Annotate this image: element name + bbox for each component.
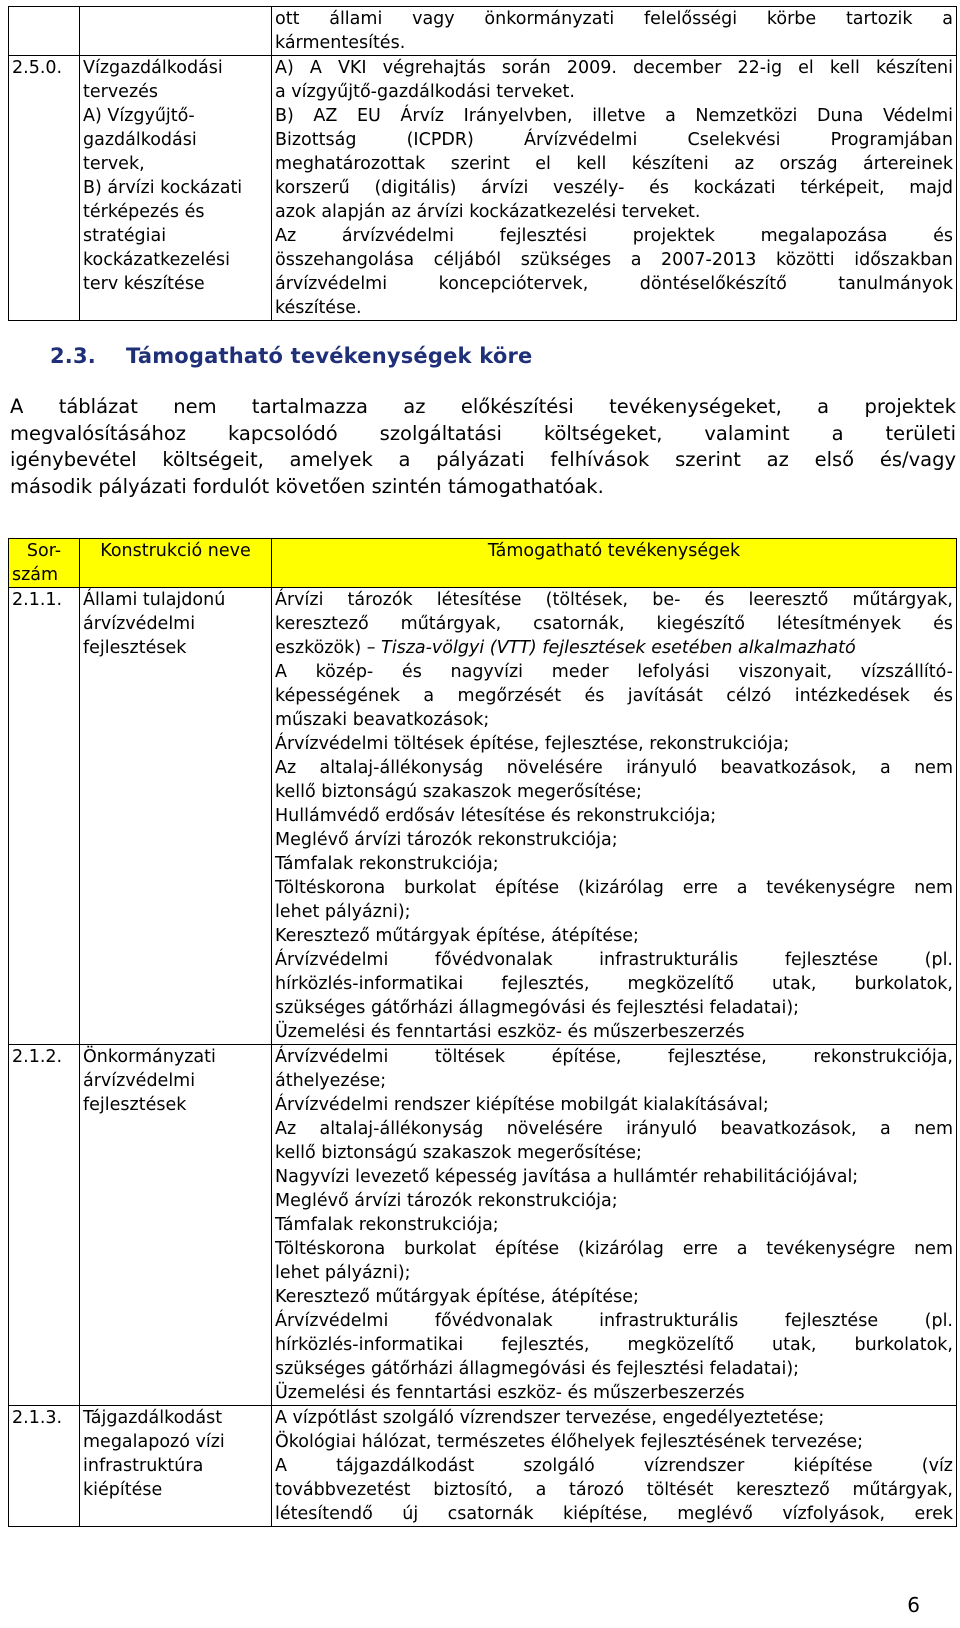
row-number: 2.1.3. [9,1406,80,1527]
text-line: A közép- és nagyvízi meder lefolyási viszonyait, vízszállító- [275,662,953,682]
name-line: árvízvédelmi [83,614,196,634]
text-line: Ökológiai hálózat, természetes élőhelyek fejlesztésének tervezése; [275,1432,864,1452]
text-line: Támfalak rekonstrukciója; [275,1215,499,1235]
name-line: megalapozó vízi [83,1432,225,1452]
construction-name [80,1406,272,1527]
text-line: Keresztező műtárgyak építése, átépítése; [275,1287,639,1307]
section-number: 2.3. [50,344,96,368]
paragraph-line: A táblázat nem tartalmazza az előkészítési tevékenységeket, a projektek [10,395,956,418]
text-line: Töltéskorona burkolat építése (kizárólag erre a tevékenységre nem [275,1239,953,1259]
paragraph-line: második pályázati fordulót követően szintén támogathatóak. [10,474,604,498]
text-line: Meglévő árvízi tározók rekonstrukciója; [275,830,618,850]
text-line: Az árvízvédelmi fejlesztési projektek megalapozása és [275,226,953,246]
activities-cell [272,7,957,56]
text-line: továbbvezetést biztosító, a tározó töltését keresztező műtárgyak, [275,1480,953,1500]
table-header-row [9,539,957,588]
header-line: Sor- [26,541,62,561]
table-row [9,7,957,56]
name-line: tervezés [83,82,159,102]
header-construction: Konstrukció neve [80,539,272,588]
construction-name [80,7,272,56]
text-line: képességének a megőrzését és javítását célzó intézkedések és [275,686,953,706]
text-line: Bizottság (ICPDR) Árvízvédelmi Cselekvési Programjában [275,130,953,150]
name-line: tervek, [83,154,145,174]
construction-name [80,56,272,321]
text-line: Töltéskorona burkolat építése (kizárólag erre a tevékenységre nem [275,878,953,898]
name-line: Állami tulajdonú [83,590,226,610]
activities-cell [272,588,957,1045]
name-line: Önkormányzati [83,1047,216,1067]
activities-cell [272,1406,957,1527]
text-line: Az altalaj-állékonyság növelésére irányuló beavatkozások, a nem [275,1119,953,1139]
activities-cell [272,1045,957,1406]
text-line: Árvízvédelmi fővédvonalak infrastrukturális fejlesztése (pl. [275,1311,953,1331]
text-line: hírközlés-informatikai fejlesztés, megközelítő utak, burkolatok, [275,974,953,994]
activities-table [8,538,957,1527]
text-line: Árvízi tározók létesítése (töltések, be- és leeresztő műtárgyak, [275,590,953,610]
text-line: Árvízvédelmi töltések építése, fejlesztése, rekonstrukciója; [275,734,790,754]
text-line: Üzemelési és fenntartási eszköz- és műszerbeszerzés [275,1383,745,1403]
header-activities: Támogatható tevékenységek [272,539,957,588]
header-sorszam [9,539,80,588]
continuation-table [8,6,957,321]
text-line: A tájgazdálkodást szolgáló vízrendszer kiépítése (víz [275,1456,953,1476]
text-line: A vízpótlást szolgáló vízrendszer tervezése, engedélyeztetése; [275,1408,825,1428]
italic-note: Tisza-völgyi (VTT) fejlesztések esetében alkalmazható [381,638,856,658]
name-line: árvízvédelmi [83,1071,196,1091]
table-row [9,1406,957,1527]
text-line: Meglévő árvízi tározók rekonstrukciója; [275,1191,618,1211]
text-line: kármentesítés. [275,33,406,53]
name-line: kockázatkezelési [83,250,230,270]
text-line: árvízvédelmi koncepciótervek, döntéselőkészítő tanulmányok [275,274,953,294]
paragraph-line: megvalósításához kapcsolódó szolgáltatási költségeket, valamint a területi [10,421,956,445]
name-line: Tájgazdálkodást [83,1408,223,1428]
text-line: keresztező műtárgyak, csatornák, kiegészítő létesítmények és [275,614,953,634]
row-number: 2.5.0. [9,56,80,321]
name-line: terv készítése [83,274,205,294]
text-line: Árvízvédelmi rendszer kiépítése mobilgát kialakításával; [275,1095,769,1115]
text-line [275,636,953,660]
row-number [9,7,80,56]
text-line: műszaki beavatkozások; [275,710,490,730]
name-line: stratégiai [83,226,167,246]
text-line: Árvízvédelmi fővédvonalak infrastrukturális fejlesztése (pl. [275,950,953,970]
text-line: Üzemelési és fenntartási eszköz- és műszerbeszerzés [275,1022,745,1042]
text-line: azok alapján az árvízi kockázatkezelési terveket. [275,202,701,222]
text-line: szükséges gátőrházi állagmegóvási és fejlesztési feladatai); [275,1359,800,1379]
text-line: készítése. [275,298,362,318]
table-row [9,56,957,321]
name-line: B) árvízi kockázati [83,178,243,198]
text-line: áthelyezése; [275,1071,387,1091]
name-line: A) Vízgyűjtő- [83,106,195,126]
text-line: kellő biztonságú szakaszok megerősítése; [275,1143,642,1163]
intro-paragraph [10,394,956,500]
text-line: Árvízvédelmi töltések építése, fejlesztése, rekonstrukciója, [275,1047,953,1067]
name-line: infrastruktúra [83,1456,204,1476]
name-line: kiépítése [83,1480,163,1500]
section-heading [50,344,532,368]
text-line: kellő biztonságú szakaszok megerősítése; [275,782,642,802]
text-line: Hullámvédő erdősáv létesítése és rekonstrukciója; [275,806,717,826]
text-line: Támfalak rekonstrukciója; [275,854,499,874]
text-line: lehet pályázni); [275,902,411,922]
header-line: szám [12,565,59,585]
text-line: Az altalaj-állékonyság növelésére irányuló beavatkozások, a nem [275,758,953,778]
text-fragment: eszközök) – [275,638,382,658]
row-number: 2.1.1. [9,588,80,1045]
name-line: térképezés és [83,202,205,222]
text-line: B) AZ EU Árvíz Irányelvben, illetve a Nemzetközi Duna Védelmi [275,106,953,126]
text-line: A) A VKI végrehajtás során 2009. december 22-ig el kell készíteni [275,58,953,78]
text-line: lehet pályázni); [275,1263,411,1283]
table-row [9,1045,957,1406]
section-title: Támogatható tevékenységek köre [126,344,533,368]
text-line: a vízgyűjtő-gazdálkodási terveket. [275,82,575,102]
table-row [9,588,957,1045]
text-line: Keresztező műtárgyak építése, átépítése; [275,926,639,946]
text-line: létesítendő új csatornák kiépítése, meglévő vízfolyások, erek [275,1504,953,1524]
text-line: összehangolása céljából szükséges a 2007-2013 közötti időszakban [275,250,953,270]
paragraph-line: igénybevétel költségeit, amelyek a pályázati felhívások szerint az első és/vagy [10,448,956,471]
activities-cell [272,56,957,321]
page-number: 6 [907,1593,920,1617]
name-line: fejlesztések [83,1095,187,1115]
text-line: hírközlés-informatikai fejlesztés, megközelítő utak, burkolatok, [275,1335,953,1355]
name-line: Vízgazdálkodási [83,58,223,78]
name-line: fejlesztések [83,638,187,658]
text-line: Nagyvízi levezető képesség javítása a hullámtér rehabilitációjával; [275,1167,859,1187]
row-number: 2.1.2. [9,1045,80,1406]
text-line: korszerű (digitális) árvízi veszély- és kockázati térképeit, majd [275,178,953,198]
construction-name [80,588,272,1045]
text-line: meghatározottak szerint el kell készíteni az ország ártereinek [275,154,953,174]
name-line: gazdálkodási [83,130,197,150]
construction-name [80,1045,272,1406]
text-line: ott állami vagy önkormányzati felelősségi körbe tartozik a [275,9,953,29]
text-line: szükséges gátőrházi állagmegóvási és fejlesztési feladatai); [275,998,800,1018]
